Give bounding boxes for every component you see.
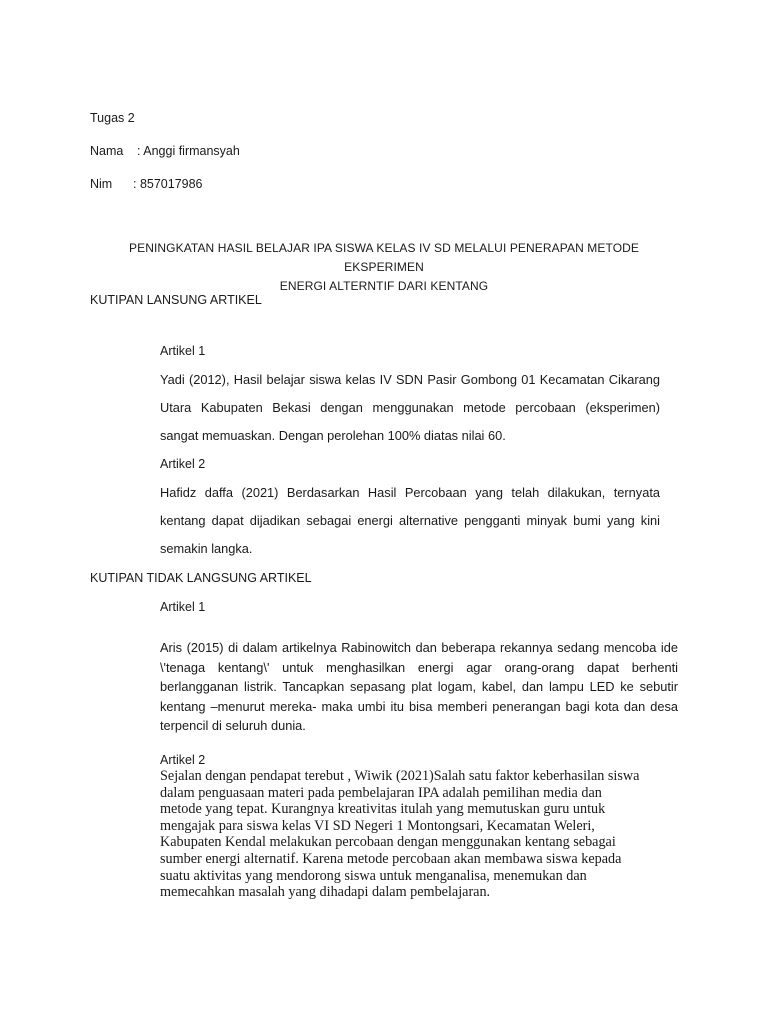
direct-article-2-label: Artikel 2 (160, 457, 206, 471)
nim-row (90, 176, 203, 192)
article-2-line: sumber energi alternatif. Karena metode percobaan akan membawa siswa kepada (160, 850, 622, 867)
nim-label: Nim (90, 177, 113, 191)
article-2-line: mengajak para siswa kelas VI SD Negeri 1 Montongsari, Kecamatan Weleri, (160, 817, 595, 834)
document-title (90, 239, 678, 296)
indirect-article-1-label: Artikel 1 (160, 600, 206, 614)
direct-quote-heading: KUTIPAN LANSUNG ARTIKEL (90, 293, 262, 307)
title-line-1: PENINGKATAN HASIL BELAJAR IPA SISWA KELAS IV SD MELALUI PENERAPAN METODE EKSPERIMEN (128, 241, 640, 274)
name-row (90, 143, 240, 159)
indirect-quote-heading: KUTIPAN TIDAK LANGSUNG ARTIKEL (90, 571, 312, 585)
article-2-line: suatu aktivitas yang mendorong siswa untuk menganalisa, menemukan dan (160, 867, 587, 884)
title-line-2: ENERGI ALTERNTIF DARI KENTANG (279, 279, 489, 293)
direct-article-2-text: Hafidz daffa (2021) Berdasarkan Hasil Percobaan yang telah dilakukan, ternyata kentang dapat dijadikan sebagai energi alternative pengganti minyak bumi yang kini semakin langka. (160, 485, 660, 556)
name-label: Nama (90, 144, 124, 158)
article-2-line: metode yang tepat. Kurangnya kreativitas itulah yang memutuskan guru untuk (160, 801, 606, 818)
indirect-article-1-text: Aris (2015) di dalam artikelnya Rabinowitch dan beberapa rekannya sedang mencoba ide \'tenaga kentang\' untuk menghasilkan energi agar orang-orang dapat berhenti berlangganan listrik. Tancapkan sepasang plat logam, kabel, dan lampu LED ke sebutir kentang –menurut mereka- maka umbi itu bisa memberi penerangan bagi kota dan desa terpencil di seluruh dunia. (160, 640, 678, 733)
direct-article-1-label: Artikel 1 (160, 344, 206, 358)
article-2-line: Sejalan dengan pendapat terebut , Wiwik (2021)Salah satu faktor keberhasilan siswa (160, 768, 640, 784)
article-2-line: Kabupaten Kendal melakukan percobaan dengan menggunakan kentang sebagai (160, 834, 616, 851)
indirect-article-2-label: Artikel 2 (160, 753, 206, 767)
indirect-article-2-text (160, 768, 700, 901)
nim-value: : 857017986 (133, 177, 203, 191)
direct-article-1-text: Yadi (2012), Hasil belajar siswa kelas IV SDN Pasir Gombong 01 Kecamatan Cikarang Utara Kabupaten Bekasi dengan menggunakan metode percobaan (eksperimen) sangat memuaskan. Dengan perolehan 100% diatas nilai 60. (160, 372, 660, 443)
name-value: : Anggi firmansyah (137, 144, 240, 158)
assignment-label: Tugas 2 (90, 111, 135, 125)
article-2-line: memecahkan masalah yang dihadapi dalam pembelajaran. (160, 884, 491, 901)
article-2-line: dalam penguasaan materi pada pembelajaran IPA adalah pemilihan media dan (160, 784, 602, 801)
